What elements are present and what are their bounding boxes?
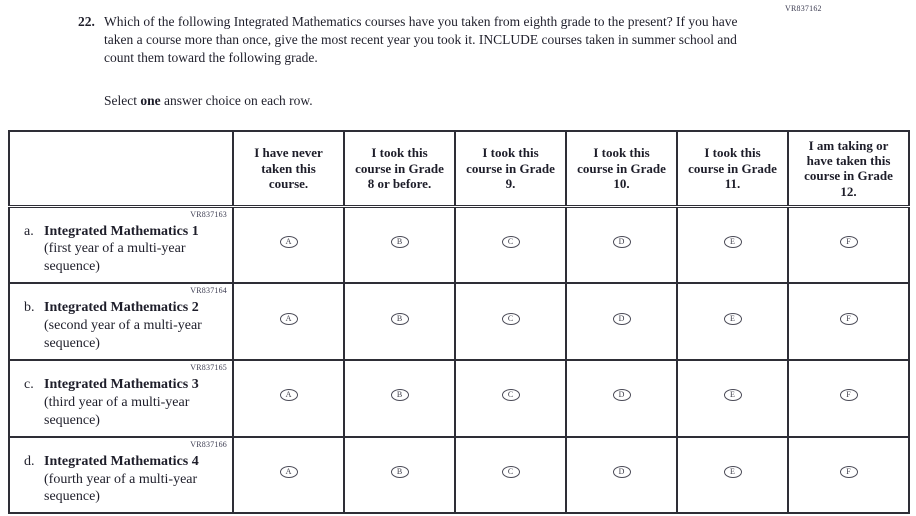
question-number: 22.: [78, 14, 95, 29]
column-header-grade12: I am taking or have taken this course in Grade 12.: [788, 131, 909, 206]
option-cell: [344, 206, 455, 283]
option-cell: [344, 437, 455, 514]
answer-bubble-d[interactable]: D: [613, 466, 631, 478]
course-subtitle: (fourth year of a multi-year sequence): [44, 471, 198, 505]
option-cell: [566, 437, 677, 514]
table-row-integrated-math-2: [9, 283, 909, 360]
option-cell: [566, 206, 677, 283]
answer-bubble-f[interactable]: F: [840, 389, 858, 401]
answer-bubble-d[interactable]: D: [613, 389, 631, 401]
answer-bubble-c[interactable]: C: [502, 313, 520, 325]
table-row-integrated-math-1: [9, 206, 909, 283]
course-subtitle: (third year of a multi-year sequence): [44, 394, 190, 428]
instruction-suffix: answer choice on each row.: [160, 93, 313, 108]
answer-bubble-e[interactable]: E: [724, 389, 742, 401]
row-code: VR837165: [190, 362, 227, 372]
answer-bubble-a[interactable]: A: [280, 389, 298, 401]
course-title: Integrated Mathematics 1: [44, 223, 199, 239]
option-cell: [566, 360, 677, 437]
option-cell: [677, 283, 788, 360]
course-subtitle: (first year of a multi-year sequence): [44, 241, 186, 275]
answer-bubble-a[interactable]: A: [280, 313, 298, 325]
option-cell: [788, 437, 909, 514]
form-code: VR837162: [785, 4, 822, 13]
option-cell: [233, 283, 344, 360]
row-code: VR837166: [190, 439, 227, 449]
option-cell: [677, 437, 788, 514]
course-title: Integrated Mathematics 3: [44, 376, 199, 392]
answer-bubble-c[interactable]: C: [502, 389, 520, 401]
row-letter: b.: [24, 300, 35, 316]
answer-bubble-a[interactable]: A: [280, 236, 298, 248]
option-cell: [344, 283, 455, 360]
row-letter: d.: [24, 453, 35, 469]
column-header-grade10: I took this course in Grade 10.: [566, 131, 677, 206]
option-cell: [455, 206, 566, 283]
table-row-integrated-math-3: [9, 360, 909, 437]
option-cell: [455, 360, 566, 437]
answer-bubble-d[interactable]: D: [613, 313, 631, 325]
option-cell: [566, 283, 677, 360]
course-title: Integrated Mathematics 4: [44, 453, 199, 469]
row-label-cell: [9, 360, 233, 437]
option-cell: [677, 206, 788, 283]
option-cell: [788, 206, 909, 283]
instruction-text: [104, 93, 313, 109]
answer-bubble-f[interactable]: F: [840, 236, 858, 248]
question-block: [78, 13, 758, 67]
answer-bubble-e[interactable]: E: [724, 466, 742, 478]
option-cell: [233, 206, 344, 283]
option-cell: [455, 283, 566, 360]
option-cell: [788, 283, 909, 360]
header-corner-cell: [9, 131, 233, 206]
option-cell: [677, 360, 788, 437]
row-letter: a.: [24, 223, 34, 239]
column-header-grade11: I took this course in Grade 11.: [677, 131, 788, 206]
answer-bubble-c[interactable]: C: [502, 466, 520, 478]
instruction-prefix: Select: [104, 93, 141, 108]
answer-bubble-e[interactable]: E: [724, 236, 742, 248]
option-cell: [344, 360, 455, 437]
row-code: VR837164: [190, 286, 227, 296]
answer-bubble-d[interactable]: D: [613, 236, 631, 248]
course-subtitle: (second year of a multi-year sequence): [44, 318, 202, 352]
answer-grid-table: [8, 130, 910, 514]
header-row: [9, 131, 909, 206]
course-title: Integrated Mathematics 2: [44, 300, 199, 316]
row-label-cell: [9, 437, 233, 514]
answer-bubble-b[interactable]: B: [391, 466, 409, 478]
option-cell: [233, 437, 344, 514]
answer-bubble-f[interactable]: F: [840, 466, 858, 478]
instruction-bold: one: [140, 93, 161, 108]
option-cell: [233, 360, 344, 437]
row-code: VR837163: [190, 209, 227, 219]
answer-bubble-c[interactable]: C: [502, 236, 520, 248]
row-label-cell: [9, 283, 233, 360]
answer-bubble-b[interactable]: B: [391, 236, 409, 248]
option-cell: [455, 437, 566, 514]
row-letter: c.: [24, 376, 34, 392]
row-label-cell: [9, 206, 233, 283]
option-cell: [788, 360, 909, 437]
answer-bubble-b[interactable]: B: [391, 313, 409, 325]
answer-bubble-b[interactable]: B: [391, 389, 409, 401]
column-header-grade8: I took this course in Grade 8 or before.: [344, 131, 455, 206]
table-row-integrated-math-4: [9, 437, 909, 514]
question-text: Which of the following Integrated Mathematics courses have you taken from eighth grade to the present? If you have taken a course more than once, give the most recent year you took it. INCLUDE courses taken in summer school and count them toward the following grade.: [104, 14, 738, 65]
column-header-grade9: I took this course in Grade 9.: [455, 131, 566, 206]
answer-bubble-a[interactable]: A: [280, 466, 298, 478]
column-header-never-taken: I have never taken this course.: [233, 131, 344, 206]
answer-bubble-e[interactable]: E: [724, 313, 742, 325]
answer-bubble-f[interactable]: F: [840, 313, 858, 325]
